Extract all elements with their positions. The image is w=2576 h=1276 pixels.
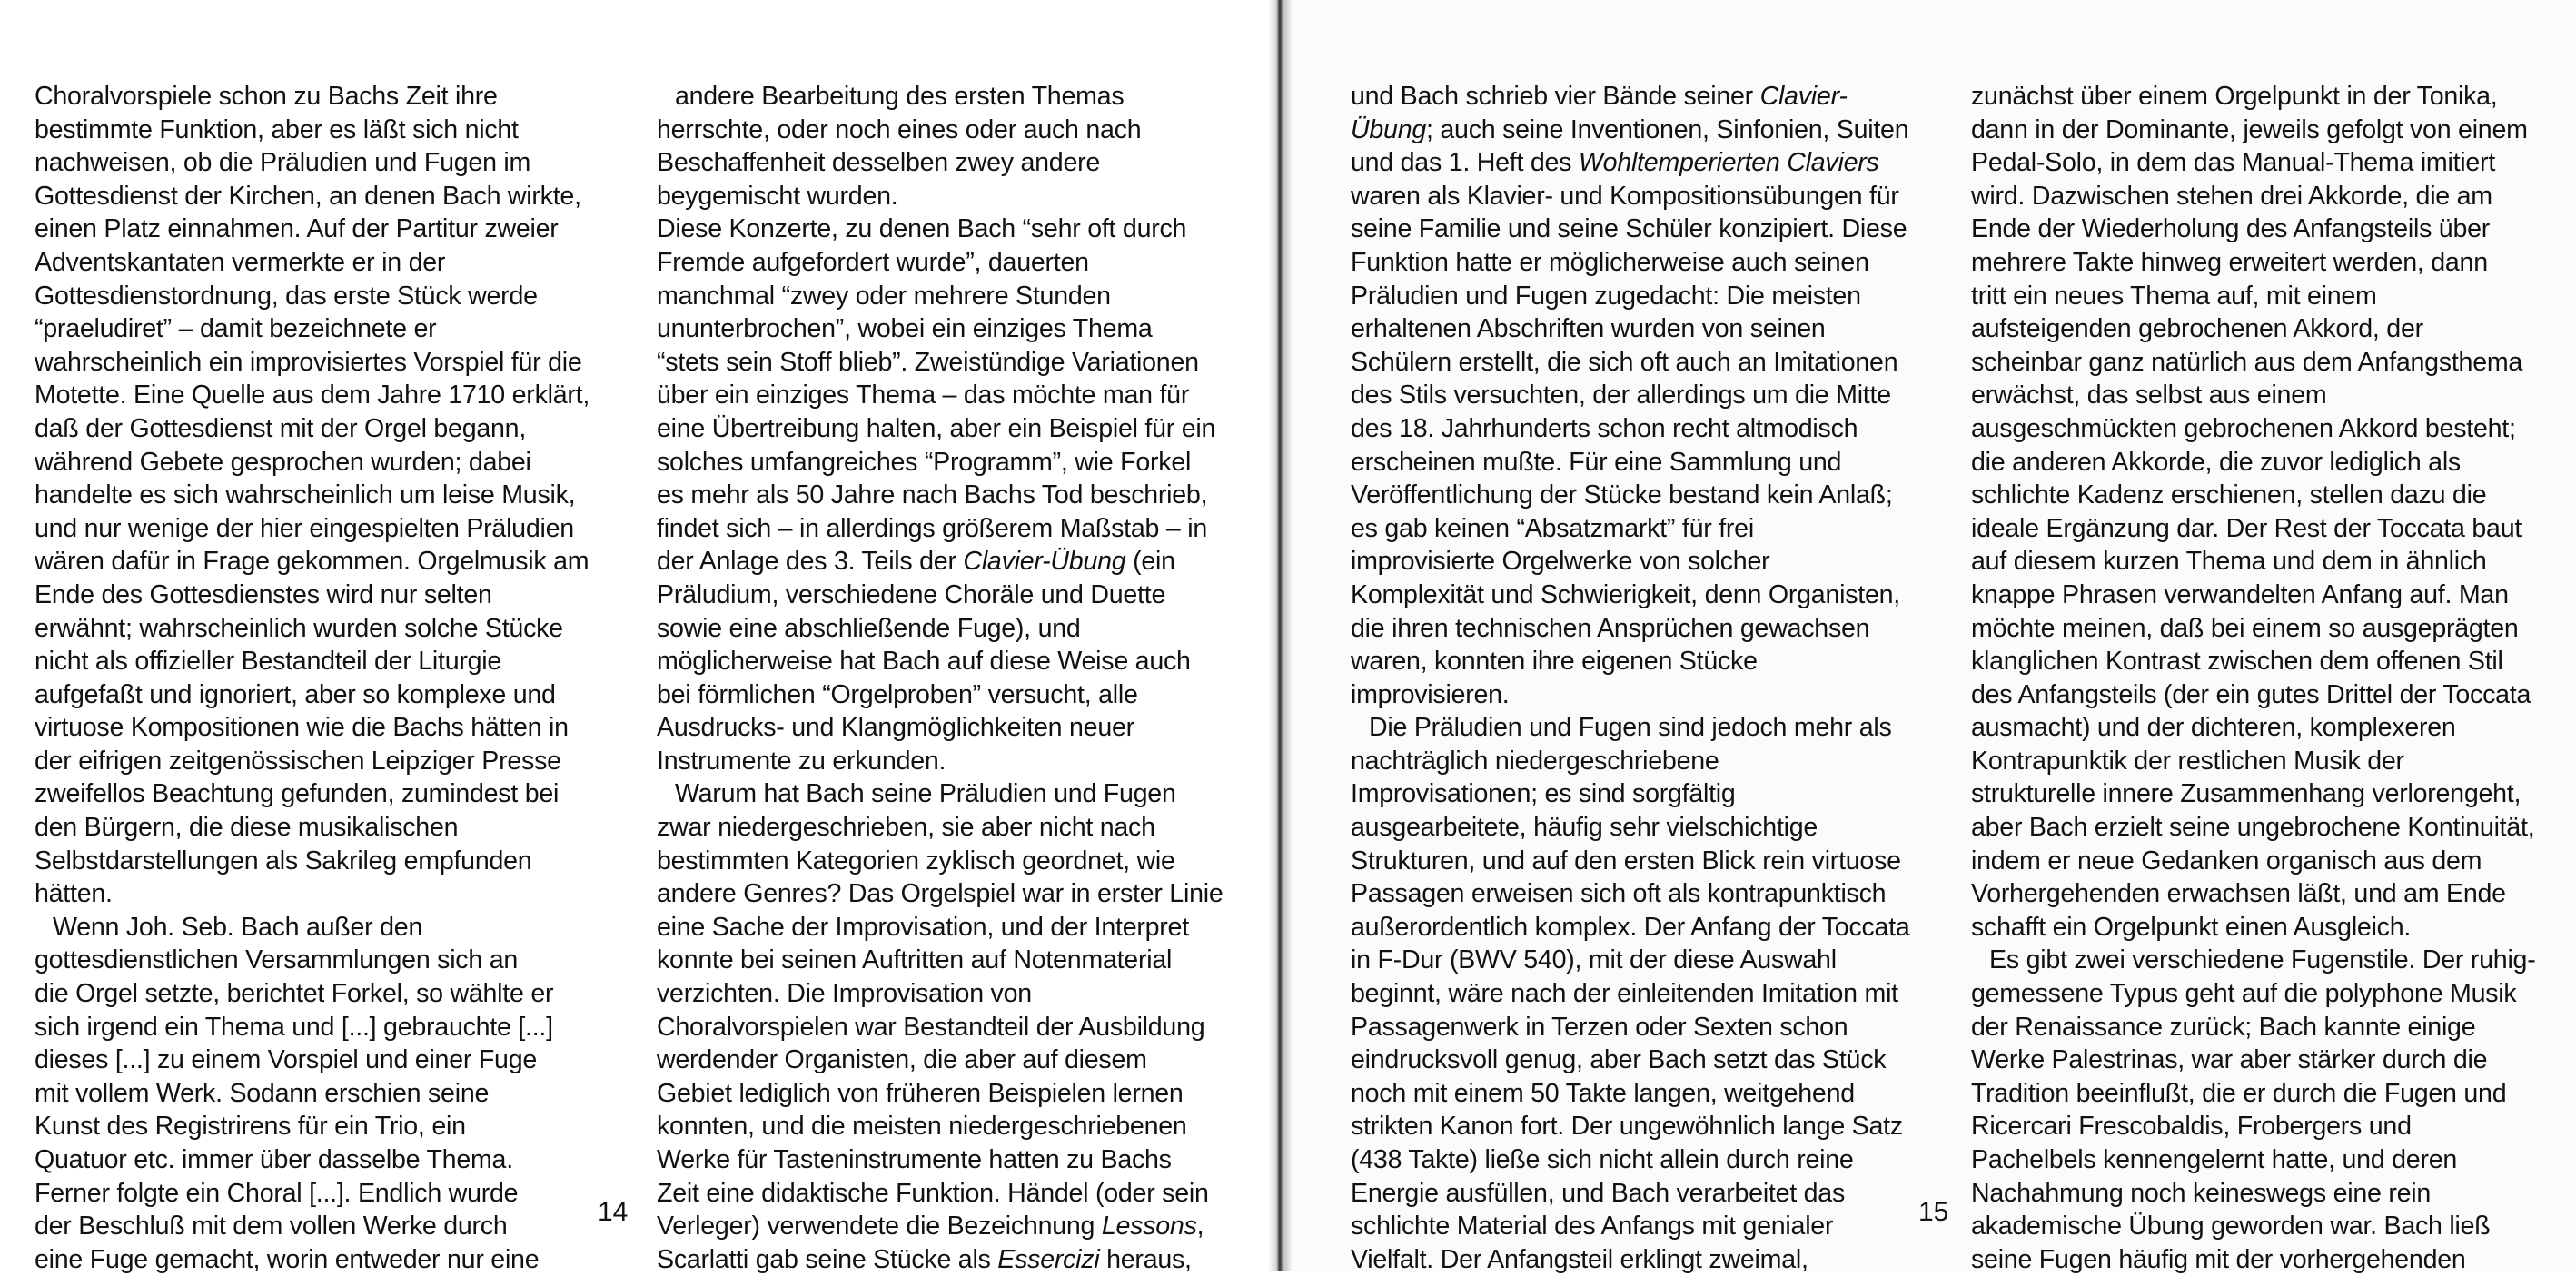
- text-run: und Bach schrieb vier Bände seiner: [1351, 82, 1760, 111]
- text-run: Diese Konzerte, zu denen Bach “sehr oft durch Fremde aufgefordert wurde”, dauerten manchmal “zwey oder mehrere Stunden ununterbrochen”, wobei ein einziges Thema “stets sein Stoff blieb”. Zweistündige Variationen über ein einziges Thema – das möchte man für eine Übertreibung halten, aber ein Beispiel für ein solches umfangreiches “Programm”, wie Forkel es mehr als 50 Jahre nach Bachs Tod beschrieb, findet sich – in allerdings größerem Maßstab – in der Anlage des 3. Teils der: [657, 214, 1216, 577]
- italic-title: Essercizi: [997, 1244, 1100, 1274]
- left-page-column-2: [657, 80, 1238, 1274]
- italic-title: Wohltemperierten Claviers: [1578, 148, 1879, 178]
- paragraph: Choralvorspiele schon zu Bachs Zeit ihre bestimmte Funktion, aber es läßt sich nicht nachweisen, ob die Präludien und Fugen im Gottesdienst der Kirchen, an denen Bach wirkte, einen Platz einnahmen. Auf der Partitur zweier Adventskantaten vermerkte er in der Gottesdienstordnung, das erste Stück werde “praeludiret” – damit bezeichnete er wahrscheinlich ein improvisiertes Vorspiel für die Motette. Eine Quelle aus dem Jahre 1710 erklärt, daß der Gottesdienst mit der Orgel begann, während Gebete gesprochen wurden; dabei handelte es sich wahrscheinlich um leise Musik, und nur wenige der hier eingespielten Präludien wären dafür in Frage gekommen. Orgelmusik am Ende des Gottesdienstes wird nur selten erwähnt; wahrscheinlich wurden solche Stücke nicht als offizieller Bestandteil der Liturgie aufgefaßt und ignoriert, aber so komplexe und virtuose Kompositionen wie die Bachs hätten in der eifrigen zeitgenössischen Leipziger Presse zweifellos Beachtung gefunden, zumindest bei den Bürgern, die diese musikalischen Selbstdarstellungen als Sakrileg empfunden hätten.: [35, 82, 590, 909]
- paragraph: Es gibt zwei verschiedene Fugenstile. Der ruhig- gemessene Typus geht auf die polyphone Musik der Renaissance zurück; Bach kannte einige Werke Palestrinas, war aber stärker durch die Tradition beeinflußt, die er durch die Fugen und Ricercari Frescobaldis, Frobergers und Pachelbels kennengelernt hatte, und deren Nachahmung noch keineswegs eine rein akademische Übung geworden war. Bach ließ seine Fugen häufig mit der vorhergehenden: [1971, 945, 2536, 1274]
- book-spine-gutter: [1268, 0, 1292, 1271]
- page-number-right: 15: [1918, 1197, 1949, 1227]
- text-run: heraus,: [1099, 1244, 1192, 1274]
- paragraph: [657, 213, 1238, 777]
- italic-title: Clavier- Übung: [1351, 82, 1848, 144]
- text-run: waren als Klavier- und Kompositionsübungen für seine Familie und seine Schüler konzipiert. Diese Funktion hatte er möglicherweise auch seinen Präludien und Fugen zugedacht: Die meisten erhaltenen Abschriften wurden von seinen Schülern erstellt, die sich oft auch an Imitationen des Stils versuchten, der allerdings um die Mitte des 18. Jahrhunderts schon recht altmodisch erscheinen mußte. Für eine Sammlung und Veröffentlichung der Stücke bestand kein Anlaß; es gab keinen “Absatzmarkt” für frei improvisierte Orgelwerke von solcher Komplexität und Schwierigkeit, denn Organisten, die ihren technischen Ansprüchen gewachsen waren, konnten ihre eigenen Stücke improvisieren.: [1351, 181, 1907, 709]
- text-run: Warum hat Bach seine Präludien und Fugen zwar niedergeschrieben, sie aber nicht nach bestimmten Kategorien zyklisch geordnet, wie andere Genres? Das Orgelspiel war in erster Linie eine Sache der Improvisation, und der Interpret konnte bei seinen Auftritten auf Notenmaterial verzichten. Die Improvisation von Choralvorspielen war Bestandteil der Ausbildung werdender Organisten, die aber auf diesem Gebiet lediglich von früheren Beispielen lernen konnten, und die meisten niedergeschriebenen Werke für Tasteninstrumente hatten zu Bachs Zeit eine didaktische Funktion. Händel (oder sein Verleger) verwendete die Bezeichnung: [657, 779, 1224, 1241]
- italic-title: Clavier-Übung: [963, 547, 1126, 577]
- paragraph: zunächst über einem Orgelpunkt in der Tonika, dann in der Dominante, jeweils gefolgt von einem Pedal-Solo, in dem das Manual-Thema imitiert wird. Dazwischen stehen drei Akkorde, die am Ende der Wiederholung des Anfangsteils über mehrere Takte hinweg erweitert werden, dann tritt ein neues Thema auf, mit einem aufsteigenden gebrochenen Akkord, der scheinbar ganz natürlich aus dem Anfangsthema erwächst, das selbst aus einem ausgeschmückten gebrochenen Akkord besteht; die anderen Akkorde, die zuvor lediglich als schlichte Kadenz erschienen, stellen dazu die ideale Ergänzung dar. Der Rest der Toccata baut auf diesem kurzen Thema und dem in ähnlich knappe Phrasen verwandelten Anfang auf. Man möchte meinen, daß bei einem so ausgeprägten klanglichen Kontrast zwischen dem offenen Stil des Anfangsteils (der ein gutes Drittel der Toccata ausmacht) und der dichteren, komplexeren Kontrapunktik der restlichen Musik der strukturelle innere Zusammenhang verlorengeht, aber Bach erzielt seine ungebrochene Kontinuität, indem er neue Gedanken organisch aus dem Vorhergehenden erwachsen läßt, und am Ende schafft ein Orgelpunkt einen Ausgleich.: [1971, 82, 2535, 942]
- right-page: [1279, 0, 2576, 1274]
- page-number-left: 14: [598, 1197, 629, 1227]
- text-run: ; auch seine Inventionen, Sinfonien, Suiten und das 1. Heft des: [1351, 114, 1909, 178]
- text-run: , Scarlatti gab seine Stücke als: [657, 1212, 1204, 1274]
- paragraph: [657, 777, 1238, 1276]
- paragraph: Die Präludien und Fugen sind jedoch mehr als nachträglich niedergeschriebene Improvisationen; es sind sorgfältig ausgearbeitete, häufig sehr vielschichtige Strukturen, und auf den ersten Blick rein virtuose Passagen erweisen sich oft als kontrapunktisch außerordentlich komplex. Der Anfang der Toccata in F-Dur (BWV 540), mit der diese Auswahl beginnt, wäre nach der einleitenden Imitation mit Passagenwerk in Terzen oder Sexten schon eindrucksvoll genug, aber Bach setzt das Stück noch mit einem 50 Takte langen, weitgehend strikten Kanon fort. Der ungewöhnlich lange Satz (438 Takte) ließe sich nicht allein durch reine Energie ausfüllen, und Bach verarbeitet das schlichte Material des Anfangs mit genialer Vielfalt. Der Anfangsteil erklingt zweimal,: [1351, 713, 1910, 1274]
- text-run: (ein Präludium, verschiedene Choräle und Duette sowie eine abschließende Fuge), und möglicherweise hat Bach auf diese Weise auch bei förmlichen “Orgelproben” versucht, alle Ausdrucks- und Klangmöglichkeiten neuer Instrumente zu erkunden.: [657, 547, 1191, 776]
- right-page-column-1: [1351, 80, 1923, 1274]
- left-page-column-1: [35, 80, 607, 1274]
- italic-title: Lessons: [1101, 1212, 1197, 1241]
- block-quote: andere Bearbeitung des ersten Themas herrschte, oder noch eines oder auch nach Beschaffenheit desselben zwey andere beygemischt wurden.: [657, 82, 1142, 211]
- right-page-column-2: [1971, 80, 2552, 1274]
- left-page: [0, 0, 1279, 1274]
- paragraph: [1351, 80, 1923, 711]
- paragraph: Wenn Joh. Seb. Bach außer den gottesdienstlichen Versammlungen sich an die Orgel setzte, berichtet Forkel, so wählte er sich irgend ein Thema und [...] gebrauchte [...] dieses [...] zu einem Vorspiel und einer Fuge mit vollem Werk. Sodann erschien seine Kunst des Registrirens für ein Trio, ein Quatuor etc. immer über dasselbe Thema. Ferner folgte ein Choral [...]. Endlich wurde der Beschluß mit dem vollen Werke durch eine Fuge gemacht, worin entweder nur eine: [35, 912, 554, 1274]
